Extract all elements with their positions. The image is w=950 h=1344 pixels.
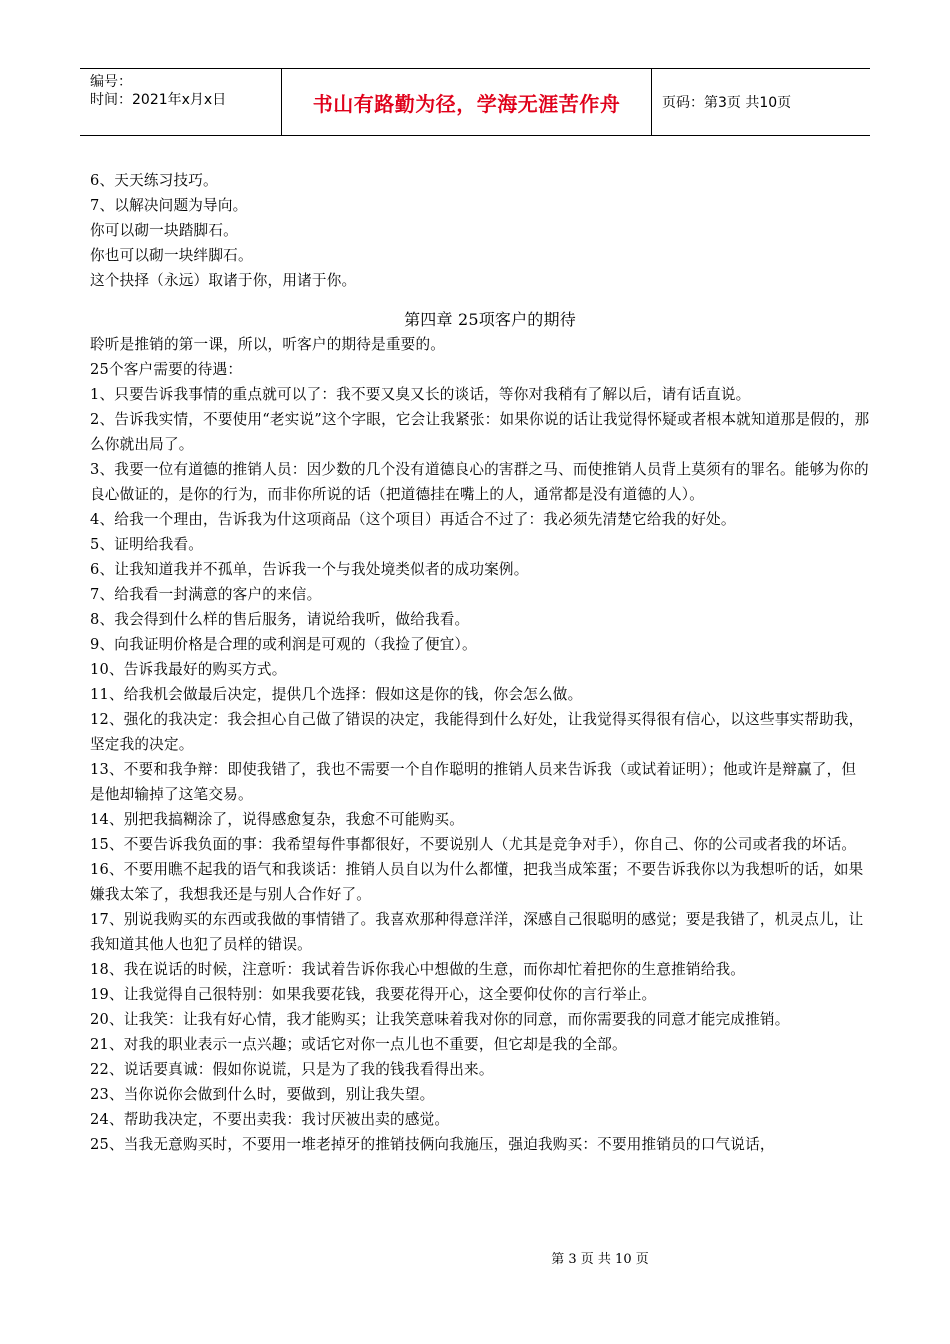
paragraph: 3、我要一位有道德的推销人员：因少数的几个没有道德良心的害群之马、而使推销人员背上莫须有的罪名。能够为你的良心做证的，是你的行为，而非你所说的话（把道德挂在嘴上的人，通常都是没有道德的人）。 <box>90 461 869 503</box>
paragraph: 25、当我无意购买时，不要用一堆老掉牙的推销技俩向我施压，强迫我购买：不要用推销员的口气说话， <box>90 1136 775 1153</box>
header-meta <box>80 69 282 135</box>
paragraph: 6、让我知道我并不孤单，告诉我一个与我处境类似者的成功案例。 <box>90 561 529 578</box>
paragraph: 24、帮助我决定，不要出卖我：我讨厌被出卖的感觉。 <box>90 1111 450 1128</box>
paragraph: 16、不要用瞧不起我的语气和我谈话：推销人员自以为什么都懂，把我当成笨蛋；不要告诉我你以为我想听的话，如果嫌我太笨了，我想我还是与别人合作好了。 <box>90 861 864 903</box>
paragraph: 你可以砌一块踏脚石。 <box>90 222 238 239</box>
page-footer: 第 3 页 共 10 页 <box>551 1252 649 1267</box>
paragraph: 10、告诉我最好的购买方式。 <box>90 661 287 678</box>
paragraph: 6、天天练习技巧。 <box>90 172 218 189</box>
paragraph: 15、不要告诉我负面的事：我希望每件事都很好，不要说别人（尤其是竞争对手），你自己、你的公司或者我的坏话。 <box>90 836 857 853</box>
paragraph: 23、当你说你会做到什么时，要做到，别让我失望。 <box>90 1086 435 1103</box>
paragraph: 13、不要和我争辩：即使我错了，我也不需要一个自作聪明的推销人员来告诉我（或试着证明）；他或许是辩赢了，但是他却输掉了这笔交易。 <box>90 761 857 803</box>
paragraph: 18、我在说话的时候，注意听：我试着告诉你我心中想做的生意，而你却忙着把你的生意推销给我。 <box>90 961 746 978</box>
paragraph: 你也可以砌一块绊脚石。 <box>90 247 253 264</box>
document-header <box>80 68 870 136</box>
paragraph: 1、只要告诉我事情的重点就可以了：我不要又臭又长的谈话，等你对我稍有了解以后，请有话直说。 <box>90 386 751 403</box>
paragraph: 7、以解决问题为导向。 <box>90 197 248 214</box>
header-page-info: 页码：第3页 共10页 <box>662 95 792 111</box>
paragraph: 2、告诉我实情，不要使用“老实说”这个字眼，它会让我紧张：如果你说的话让我觉得怀疑或者根本就知道那是假的，那么你就出局了。 <box>90 411 870 453</box>
top-lines <box>90 168 870 293</box>
number-label: 编号： <box>90 74 132 90</box>
paragraph: 19、让我觉得自己很特别：如果我要花钱，我要花得开心，这全要仰仗你的言行举止。 <box>90 986 657 1003</box>
paragraph: 这个抉择（永远）取诸于你，用诸于你。 <box>90 272 357 289</box>
paragraph: 7、给我看一封满意的客户的来信。 <box>90 586 322 603</box>
document-body <box>90 168 870 1157</box>
paragraph: 17、别说我购买的东西或我做的事情错了。我喜欢那种得意洋洋，深感自己很聪明的感觉；要是我错了，机灵点儿，让我知道其他人也犯了员样的错误。 <box>90 911 864 953</box>
paragraph: 22、说话要真诚：假如你说谎，只是为了我的钱我看得出来。 <box>90 1061 494 1078</box>
paragraph: 聆听是推销的第一课，所以，听客户的期待是重要的。 <box>90 336 446 353</box>
paragraph: 5、证明给我看。 <box>90 536 204 553</box>
paragraph: 11、给我机会做最后决定，提供几个选择：假如这是你的钱，你会怎么做。 <box>90 686 583 703</box>
paragraph: 8、我会得到什么样的售后服务，请说给我听，做给我看。 <box>90 611 470 628</box>
paragraph: 20、让我笑：让我有好心情，我才能购买；让我笑意味着我对你的同意，而你需要我的同意才能完成推销。 <box>90 1011 790 1028</box>
paragraph: 25个客户需要的待遇： <box>90 361 243 378</box>
main-lines <box>90 332 870 1157</box>
paragraph: 14、别把我搞糊涂了，说得感愈复杂，我愈不可能购买。 <box>90 811 465 828</box>
paragraph: 4、给我一个理由，告诉我为什这项商品（这个项目）再适合不过了：我必须先清楚它给我的好处。 <box>90 511 736 528</box>
time-label: 时间：2021年x月x日 <box>90 92 227 108</box>
paragraph: 9、向我证明价格是合理的或利润是可观的（我捡了便宜）。 <box>90 636 477 653</box>
paragraph: 12、强化的我决定：我会担心自己做了错误的决定，我能得到什么好处，让我觉得买得很有信心，以这些事实帮助我，坚定我的决定。 <box>90 711 864 753</box>
header-motto: 书山有路勤为径，学海无涯苦作舟 <box>282 69 652 135</box>
chapter-title: 第四章 25项客户的期待 <box>404 310 576 329</box>
paragraph: 21、对我的职业表示一点兴趣；或话它对你一点儿也不重要，但它却是我的全部。 <box>90 1036 627 1053</box>
